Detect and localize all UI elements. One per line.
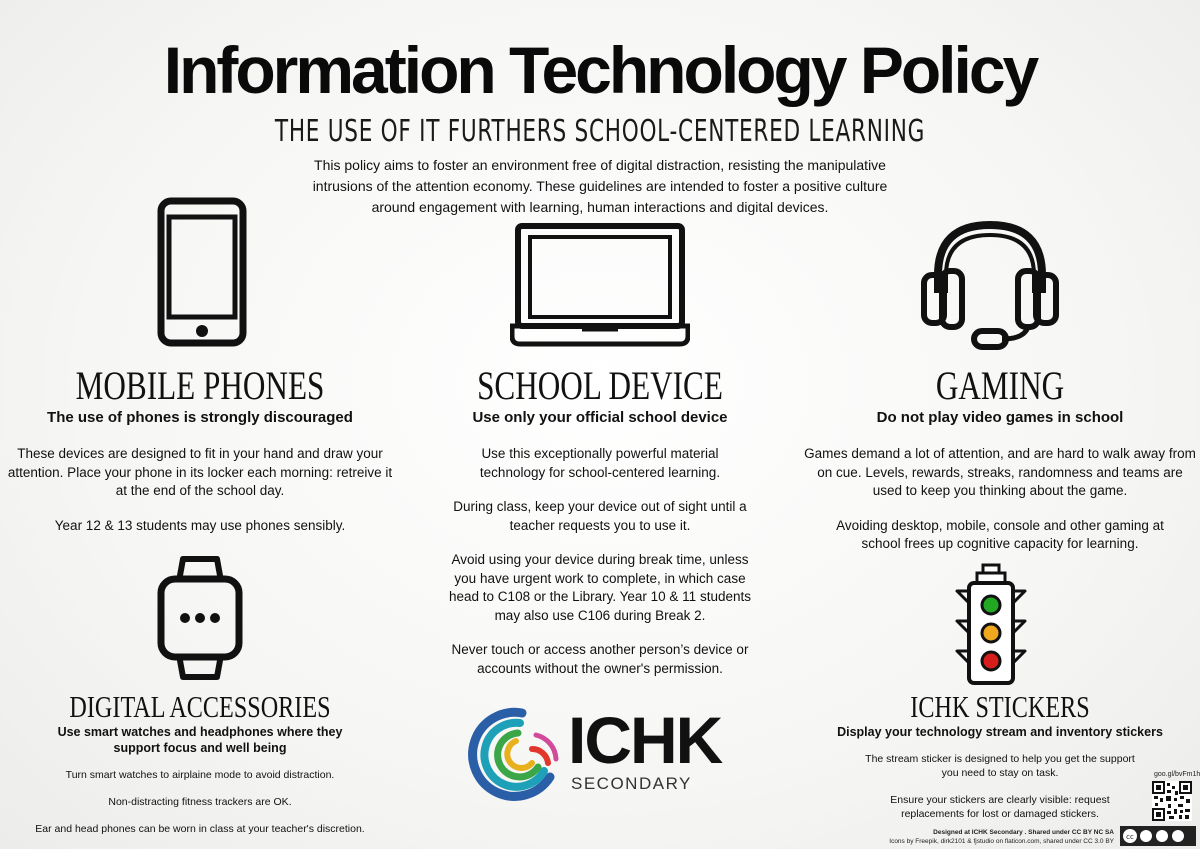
gaming-section <box>800 364 1200 570</box>
mobile-phones-paragraph: Year 12 & 13 students may use phones sensibly. <box>54 517 346 533</box>
smartphone-icon <box>157 197 247 347</box>
mobile-phones-subheading: The use of phones is strongly discouraged <box>47 409 353 426</box>
gaming-heading: GAMING <box>935 363 1065 408</box>
page-subtitle: THE USE OF IT FURTHERS SCHOOL-CENTERED LEARNING <box>274 114 926 149</box>
ichk-logo-tagline: SECONDARY <box>571 774 692 793</box>
svg-text:cc: cc <box>1126 833 1134 841</box>
gaming-subheading: Do not play video games in school <box>876 409 1124 426</box>
school-device-paragraph: Never touch or access another person’s device or accounts without the owner's permission. <box>451 642 749 676</box>
smartwatch-icon <box>155 553 245 683</box>
gaming-paragraph: Avoiding desktop, mobile, console and other gaming at school frees up cognitive capacity for learning. <box>836 517 1164 551</box>
ichk-logo-text: ICHK <box>568 703 722 777</box>
gaming-body <box>800 445 1200 554</box>
digital-accessories-body <box>0 768 400 836</box>
ichk-stickers-section <box>800 690 1200 834</box>
ichk-stickers-heading: ICHK STICKERS <box>910 689 1090 724</box>
digital-accessories-paragraph: Ear and head phones can be worn in class at your teacher's discretion. <box>35 823 365 835</box>
mobile-phones-body <box>0 445 400 535</box>
page-title: Information Technology Policy <box>163 33 1037 107</box>
digital-accessories-paragraph: Non-distracting fitness trackers are OK. <box>108 796 292 808</box>
digital-accessories-section <box>0 690 400 849</box>
ichk-stickers-paragraph: Ensure your stickers are clearly visible: request replacements for lost or damaged stickers. <box>890 794 1110 820</box>
traffic-light-icon <box>953 563 1029 687</box>
footer-credit: Designed at ICHK Secondary . Shared under CC BY NC SA <box>933 829 1114 836</box>
headset-icon <box>920 215 1060 355</box>
footer-icons-credit: Icons by Freepik, dirk2101 & fjstudio on flaticon.com, shared under CC 3.0 BY <box>889 838 1114 845</box>
school-device-subheading: Use only your official school device <box>472 409 728 426</box>
traffic-light-amber <box>982 624 1000 642</box>
laptop-icon <box>510 222 690 348</box>
mobile-phones-paragraph: These devices are designed to fit in your hand and draw your attention. Place your phone in its locker each morning: retreive it at the end of the school day. <box>7 446 393 498</box>
school-device-heading: SCHOOL DEVICE <box>477 363 723 408</box>
traffic-light-red <box>982 652 1000 670</box>
digital-accessories-heading: DIGITAL ACCESSORIES <box>69 689 331 724</box>
school-device-section <box>400 364 800 694</box>
school-device-paragraph: Avoid using your device during break time, unless you have urgent work to complete, in which case head to C108 or the Library. Year 10 & 11 students may also use C106 during Break 2. <box>449 552 751 623</box>
ichk-stickers-subheading: Display your technology stream and inventory stickers <box>837 725 1163 739</box>
mobile-phones-section <box>0 364 400 551</box>
traffic-light-green <box>982 596 1000 614</box>
digital-accessories-subheading: Use smart watches and headphones where they support focus and well being <box>57 725 343 755</box>
qr-code-icon[interactable] <box>1152 781 1192 821</box>
school-device-paragraph: During class, keep your device out of sight until a teacher requests you to use it. <box>453 499 747 533</box>
school-device-paragraph: Use this exceptionally powerful material technology for school-centered learning. <box>479 446 721 480</box>
qr-url: goo.gl/bvFm1h <box>1154 771 1200 778</box>
intro-text: This policy aims to foster an environment free of digital distraction, resisting the manipulative intrusions of the attention economy. These guidelines are intended to foster a positive culture around engagement with learning, human interactions and digital devices. <box>312 157 888 215</box>
ichk-stickers-body <box>800 752 1200 821</box>
ichk-swirl-logo-icon <box>462 705 562 801</box>
ichk-stickers-paragraph: The stream sticker is designed to help you get the support you need to stay on task. <box>865 753 1135 779</box>
gaming-paragraph: Games demand a lot of attention, and are hard to walk away from on cue. Levels, rewards, streaks, randomness and teams are used to keep you thinking about the game. <box>804 446 1196 498</box>
creative-commons-badge-icon <box>1120 826 1196 846</box>
digital-accessories-paragraph: Turn smart watches to airplaine mode to avoid distraction. <box>65 769 335 781</box>
school-device-body <box>400 445 800 678</box>
mobile-phones-heading: MOBILE PHONES <box>75 363 325 408</box>
